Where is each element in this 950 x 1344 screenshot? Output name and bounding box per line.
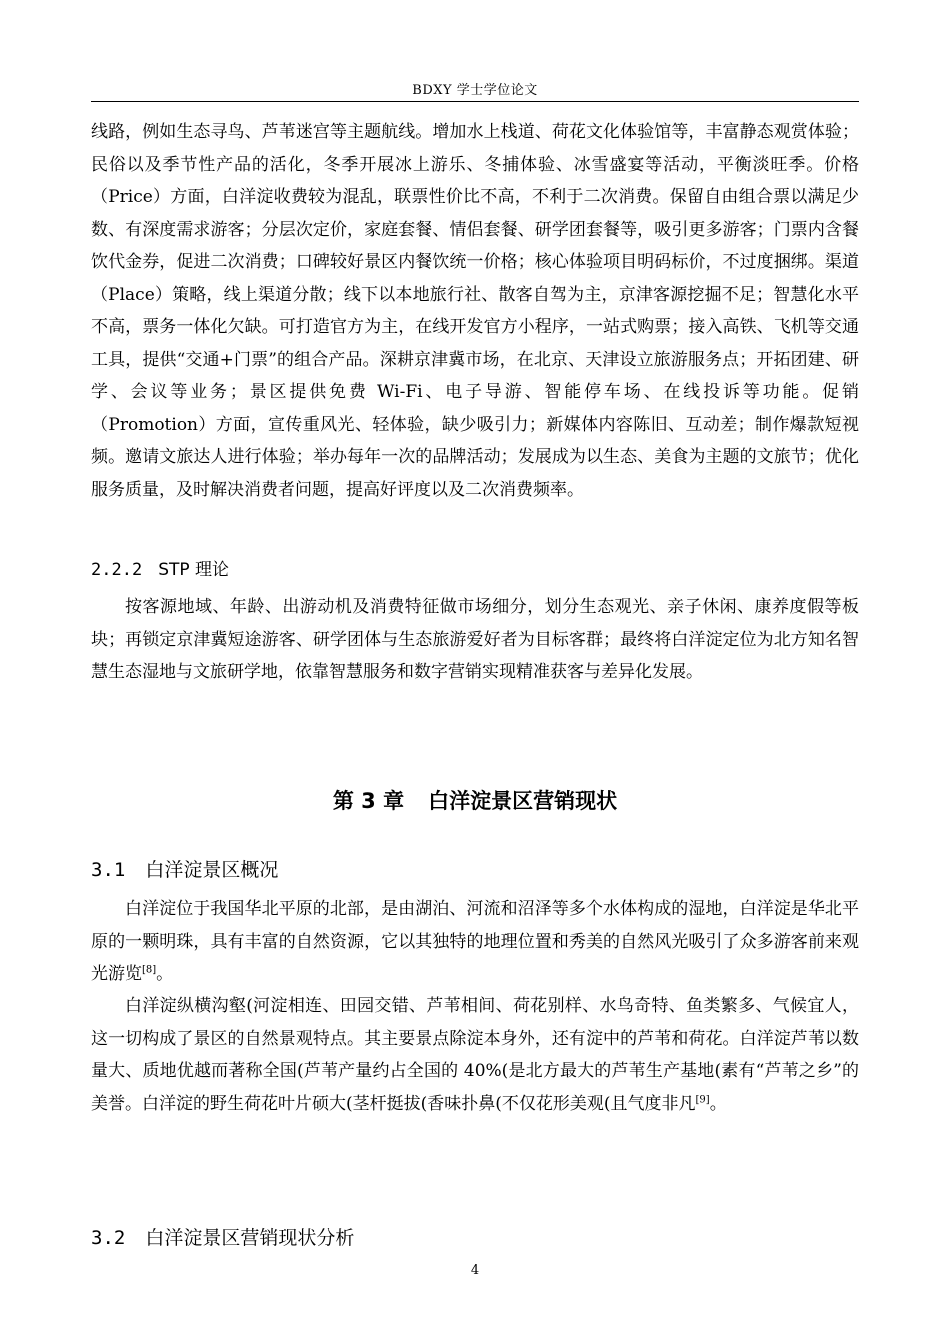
paragraph-end: 。	[156, 964, 174, 984]
citation-ref[interactable]: [8]	[142, 964, 157, 976]
section-title: 白洋淀景区概况	[145, 859, 279, 881]
overview-paragraph-1	[91, 893, 859, 991]
section-title: STP 理论	[158, 560, 230, 580]
section-heading-3-2	[91, 1223, 354, 1250]
paragraph-text: 白洋淀位于我国华北平原的北部，是由湖泊、河流和沼泽等多个水体构成的湿地，白洋淀是华北平原的一颗明珠，具有丰富的自然资源，它以其独特的地理位置和秀美的自然风光吸引了众多游客前来观光游览	[91, 899, 859, 984]
paragraph-end: 。	[709, 1093, 727, 1114]
paragraph-text: 白洋淀纵横沟壑(河淀相连、田园交错、芦苇相间、荷花别样、水鸟奇特、鱼类繁多、气候宜人，这一切构成了景区的自然景观特点。其主要景点除淀本身外，还有淀中的芦苇和荷花。白洋淀芦苇以数量大、质地优越而著称全国(芦苇产量约占全国的 40%(是北方最大的芦苇生产基地(素有“芦苇之乡”的美誉。白洋淀的野生荷花叶片硕大(茎杆挺拔(香味扑鼻(不仅花形美观(且气度非凡	[91, 996, 859, 1114]
section-number: 3.1	[91, 859, 126, 881]
section-title: 白洋淀景区营销现状分析	[145, 1227, 355, 1249]
stp-paragraph: 按客源地域、年龄、出游动机及消费特征做市场细分，划分生态观光、亲子休闲、康养度假等板块；再锁定京津冀短途游客、研学团体与生态旅游爱好者为目标客群；最终将白洋淀定位为北方知名智慧生态湿地与文旅研学地，依靠智慧服务和数字营销实现精准获客与差异化发展。	[91, 597, 859, 682]
section-number: 2.2.2	[91, 560, 143, 580]
header-rule	[91, 101, 859, 102]
overview-paragraph-2	[91, 990, 859, 1120]
running-header: BDXY 学士学位论文	[412, 83, 538, 98]
section-number: 3.2	[91, 1227, 126, 1249]
chapter-number: 第 3 章	[332, 789, 405, 813]
marketing-4p-paragraph: 线路，例如生态寻鸟、芦苇迷宫等主题航线。增加水上栈道、荷花文化体验馆等，丰富静态观赏体验；民俗以及季节性产品的活化，冬季开展冰上游乐、冬捕体验、冰雪盛宴等活动，平衡淡旺季。价格（Price）方面，白洋淀收费较为混乱，联票性价比不高，不利于二次消费。保留自由组合票以满足少数、有深度需求游客；分层次定价，家庭套餐、情侣套餐、研学团套餐等，吸引更多游客；门票内含餐饮代金券，促进二次消费；口碑较好景区内餐饮统一价格；核心体验项目明码标价，不过度捆绑。渠道（Place）策略，线上渠道分散；线下以本地旅行社、散客自驾为主，京津客源挖掘不足；智慧化水平不高，票务一体化欠缺。可打造官方为主，在线开发官方小程序，一站式购票；接入高铁、飞机等交通工具，提供“交通+门票”的组合产品。深耕京津冀市场，在北京、天津设立旅游服务点；开拓团建、研学、会议等业务；景区提供免费 Wi-Fi、电子导游、智能停车场、在线投诉等功能。促销（Promotion）方面，宣传重风光、轻体验，缺少吸引力；新媒体内容陈旧、互动差；制作爆款短视频。邀请文旅达人进行体验；举办每年一次的品牌活动；发展成为以生态、美食为主题的文旅节；优化服务质量，及时解决消费者问题，提高好评度以及二次消费频率。	[91, 122, 859, 500]
citation-ref[interactable]: [9]	[695, 1093, 710, 1105]
section-heading-2-2-2	[91, 555, 229, 580]
page-number: 4	[470, 1263, 480, 1278]
chapter-heading	[91, 785, 859, 815]
section-heading-3-1	[91, 855, 278, 882]
chapter-title: 白洋淀景区营销现状	[428, 789, 618, 813]
